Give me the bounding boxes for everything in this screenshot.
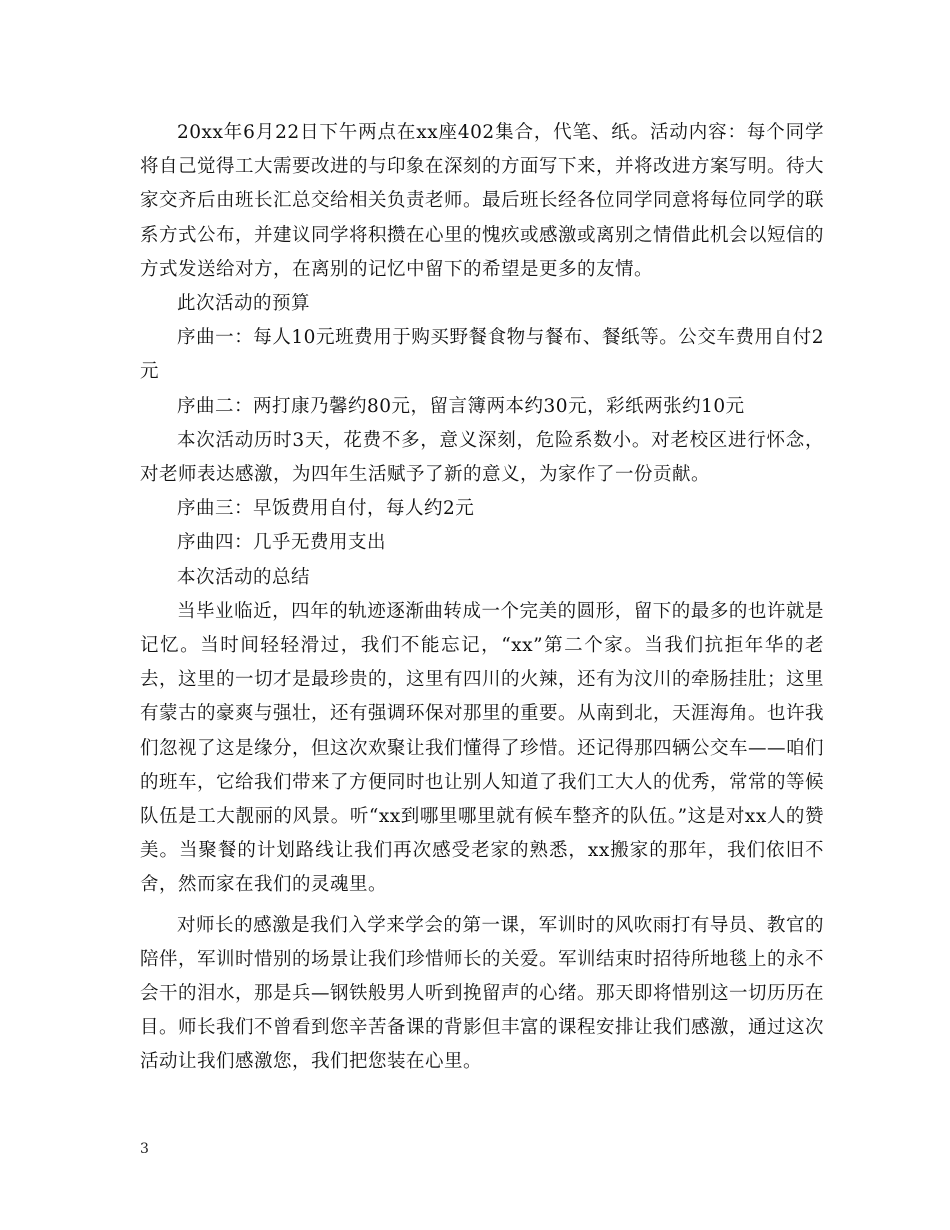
paragraph-prelude-two: 序曲二：两打康乃馨约80元，留言簿两本约30元，彩纸两张约10元 <box>177 395 745 417</box>
heading-budget: 此次活动的预算 <box>177 293 311 315</box>
paragraph-prelude-one: 序曲一：每人10元班费用于购买野餐食物与餐布、餐纸等。公交车费用自付2元 <box>140 327 824 383</box>
heading-summary: 本次活动的总结 <box>177 566 311 588</box>
page-number: 3 <box>140 1141 149 1157</box>
paragraph-graduation-memories: 当毕业临近，四年的轨迹逐渐曲转成一个完美的圆形，留下的最多的也许就是记忆。当时间轻轻滑过，我们不能忘记，“xx”第二个家。当我们抗拒年华的老去，这里的一切才是最珍贵的，这里有四川的火辣，还有为汶川的牵肠挂肚；这里有蒙古的豪爽与强壮，还有强调环保对那里的重要。从南到北，天涯海角。也许我们忽视了这是缘分，但这次欢聚让我们懂得了珍惜。还记得那四辆公交车——咱们的班车，它给我们带来了方便同时也让别人知道了我们工大人的优秀，常常的等候队伍是工大靓丽的风景。听“xx到哪里哪里就有候车整齐的队伍。”这是对xx人的赞美。当聚餐的计划路线让我们再次感受老家的熟悉，xx搬家的那年，我们依旧不舍，然而家在我们的灵魂里。 <box>140 600 825 896</box>
document-body <box>140 116 824 1080</box>
paragraph-teacher-gratitude: 对师长的感激是我们入学来学会的第一课，军训时的风吹雨打有导员、教官的陪伴，军训时惜别的场景让我们珍惜师长的关爱。军训结束时招待所地毯上的永不会干的泪水，那是兵—钢铁般男人听到挽留声的心绪。那天即将惜别这一切历历在目。师长我们不曾看到您辛苦备课的背影但丰富的课程安排让我们感激，通过这次活动让我们感激您，我们把您装在心里。 <box>140 914 825 1073</box>
paragraph-activity-duration: 本次活动历时3天，花费不多，意义深刻，危险系数小。对老校区进行怀念，对老师表达感激，为四年生活赋予了新的意义，为家作了一份贡献。 <box>140 429 824 486</box>
paragraph-prelude-four: 序曲四：几乎无费用支出 <box>177 532 387 554</box>
paragraph-activity-content: 20xx年6月22日下午两点在xx座402集合，代笔、纸。活动内容：每个同学将自己觉得工大需要改进的与印象在深刻的方面写下来，并将改进方案写明。待大家交齐后由班长汇总交给相关负责老师。最后班长经各位同学同意将每位同学的联系方式公布，并建议同学将积攒在心里的愧疚或感激或离别之情借此机会以短信的方式发送给对方，在离别的记忆中留下的希望是更多的友情。 <box>140 122 825 280</box>
paragraph-prelude-three: 序曲三：早饭费用自付，每人约2元 <box>177 498 475 520</box>
